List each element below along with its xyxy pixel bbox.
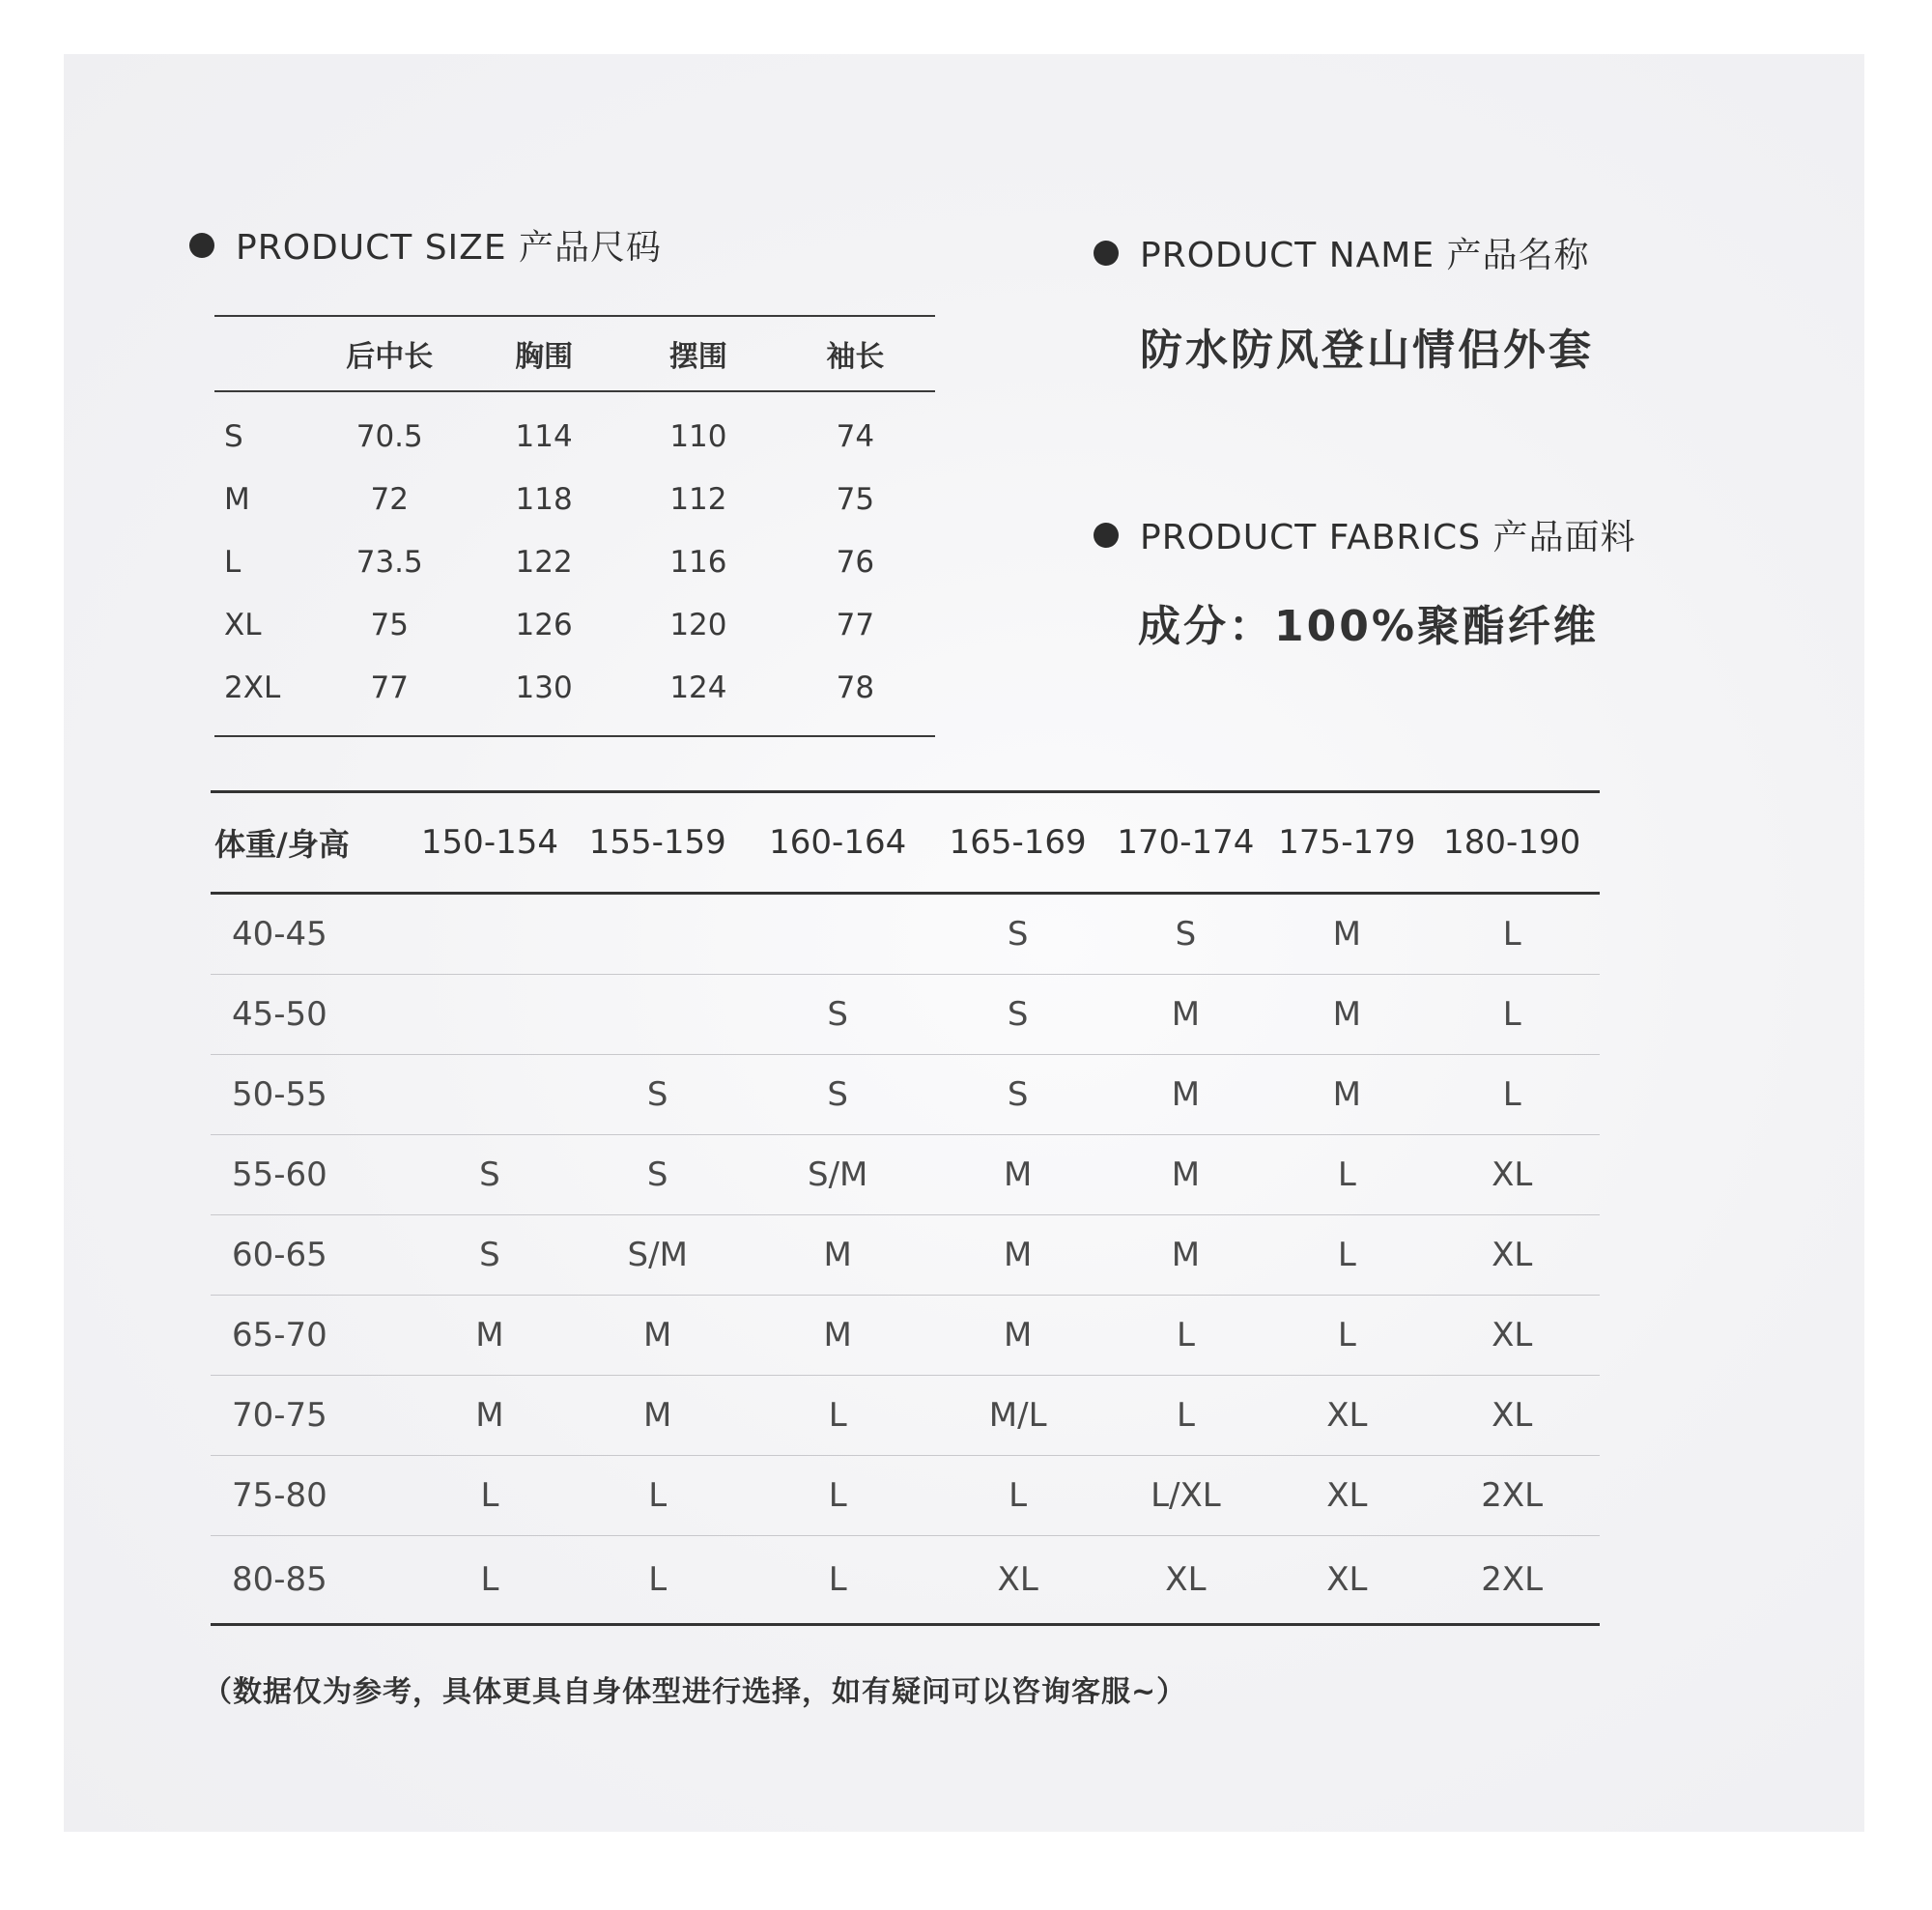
rec-row [211,1135,1600,1215]
rec-size-cell: M [574,1376,742,1456]
size-cell: 116 [669,544,727,580]
rec-size-cell: L [406,1536,574,1625]
size-table-row [214,468,935,530]
rec-size-cell: XL [1269,1536,1424,1625]
size-col-header: 胸围 [467,316,621,391]
rec-size-cell [574,975,742,1055]
size-col-header [214,316,312,391]
rec-size-cell: L [1102,1376,1270,1456]
fabric-section-heading [1094,510,1636,559]
size-cell: 126 [515,607,573,642]
rec-row [211,1376,1600,1456]
rec-size-cell: L [1269,1296,1424,1376]
size-section-heading [189,220,662,270]
size-col-header: 摆围 [621,316,776,391]
rec-size-cell: L [574,1536,742,1625]
rec-size-cell: L/XL [1102,1456,1270,1536]
weight-cell: 45-50 [211,975,406,1055]
rec-size-cell: M [406,1296,574,1376]
rec-row [211,1536,1600,1625]
size-cell: 77 [312,656,467,736]
size-cell: S [224,418,243,454]
size-cell: XL [224,607,262,642]
weight-cell: 70-75 [211,1376,406,1456]
bullet-dot [189,233,214,258]
rec-size-cell: L [742,1456,934,1536]
rec-size-cell: L [934,1456,1102,1536]
rec-size-cell: XL [1269,1376,1424,1456]
rec-size-cell: M [1269,975,1424,1055]
rec-size-cell: S [574,1055,742,1135]
rec-size-cell: L [1102,1296,1270,1376]
size-col-header: 后中长 [312,316,467,391]
rec-size-cell: M [934,1215,1102,1296]
rec-size-cell: S [742,1055,934,1135]
rec-size-cell: M/L [934,1376,1102,1456]
height-header: 180-190 [1424,792,1600,894]
size-cell: 114 [515,418,573,454]
rec-size-cell: M [1102,1215,1270,1296]
rec-size-cell: L [406,1456,574,1536]
bullet-dot [1094,523,1119,548]
size-table-header-row [214,316,935,391]
height-header: 175-179 [1269,792,1424,894]
rec-size-cell [742,894,934,975]
rec-size-cell: S [742,975,934,1055]
weight-cell: 40-45 [211,894,406,975]
bullet-dot [1094,241,1119,266]
size-cell: 124 [621,656,776,736]
footnote: （数据仅为参考，具体更具自身体型进行选择，如有疑问可以咨询客服~） [203,1675,1187,1709]
rec-size-cell: S [406,1135,574,1215]
rec-size-cell: M [406,1376,574,1456]
rec-size-cell: XL [934,1536,1102,1625]
rec-row [211,1055,1600,1135]
rec-size-cell: L [1424,894,1600,975]
height-header: 165-169 [934,792,1102,894]
weight-cell: 55-60 [211,1135,406,1215]
weight-cell: 60-65 [211,1215,406,1296]
size-cell: 122 [515,544,573,580]
rec-size-cell: L [742,1376,934,1456]
product-fabric: 成分：100%聚酯纤维 [1138,602,1599,651]
size-cell: 112 [669,481,727,517]
rec-size-cell: 2XL [1424,1456,1600,1536]
rec-row [211,975,1600,1055]
rec-size-cell [406,894,574,975]
size-cell: 75 [370,607,409,642]
size-table-row [214,656,935,736]
rec-size-cell: M [1269,1055,1424,1135]
size-cell: 76 [836,544,875,580]
size-heading-text: PRODUCT SIZE 产品尺码 [236,228,663,268]
rec-size-cell: L [574,1456,742,1536]
rec-row [211,1296,1600,1376]
rec-size-cell: L [1424,975,1600,1055]
rec-size-cell [406,1055,574,1135]
size-cell: 2XL [214,656,312,736]
height-header: 160-164 [742,792,934,894]
weight-cell: 75-80 [211,1456,406,1536]
height-header: 170-174 [1102,792,1270,894]
rec-size-cell: S [934,1055,1102,1135]
size-cell: 75 [836,481,875,517]
size-table-row [214,391,935,468]
size-recommendation-table [211,790,1600,1626]
rec-size-cell: M [1102,1135,1270,1215]
height-header: 155-159 [574,792,742,894]
rec-size-cell: S [574,1135,742,1215]
size-cell: 77 [836,607,875,642]
rec-size-cell: S [406,1215,574,1296]
name-heading-text: PRODUCT NAME 产品名称 [1140,236,1590,275]
rec-size-cell: M [1102,975,1270,1055]
name-section-heading [1094,228,1590,277]
rec-size-cell: XL [1424,1376,1600,1456]
rec-size-cell: XL [1424,1215,1600,1296]
rec-size-cell: L [742,1536,934,1625]
rec-size-cell: S [1102,894,1270,975]
height-header: 150-154 [406,792,574,894]
size-cell: 73.5 [355,544,423,580]
weight-cell: 80-85 [211,1536,406,1625]
rec-size-cell [574,894,742,975]
weight-height-corner: 体重/身高 [211,792,406,894]
size-cell: 110 [669,418,727,454]
size-cell: 74 [836,418,875,454]
rec-size-cell [406,975,574,1055]
rec-size-cell: M [934,1135,1102,1215]
product-name: 防水防风登山情侣外套 [1140,326,1594,375]
size-cell: 70.5 [355,418,423,454]
rec-size-cell: S [934,975,1102,1055]
rec-size-cell: M [1269,894,1424,975]
rec-size-cell: S/M [742,1135,934,1215]
rec-size-cell: S [934,894,1102,975]
size-cell: 130 [467,656,621,736]
size-table [214,315,935,737]
rec-size-cell: 2XL [1424,1536,1600,1625]
size-table-row [214,530,935,593]
size-cell: 120 [669,607,727,642]
rec-size-cell: XL [1102,1536,1270,1625]
size-cell: 78 [776,656,935,736]
rec-size-cell: M [742,1215,934,1296]
size-cell: 72 [370,481,409,517]
size-cell: M [224,481,250,517]
rec-size-cell: L [1269,1215,1424,1296]
rec-size-cell: M [934,1296,1102,1376]
size-col-header: 袖长 [776,316,935,391]
rec-size-cell: XL [1424,1296,1600,1376]
rec-size-cell: S/M [574,1215,742,1296]
rec-row [211,894,1600,975]
size-table-row [214,593,935,656]
rec-size-cell: L [1269,1135,1424,1215]
weight-cell: 50-55 [211,1055,406,1135]
rec-row [211,1456,1600,1536]
rec-header-row [211,792,1600,894]
rec-size-cell: M [574,1296,742,1376]
rec-size-cell: L [1424,1055,1600,1135]
weight-cell: 65-70 [211,1296,406,1376]
rec-size-cell: M [742,1296,934,1376]
rec-size-cell: XL [1424,1135,1600,1215]
rec-size-cell: XL [1269,1456,1424,1536]
rec-size-cell: M [1102,1055,1270,1135]
size-cell: L [224,544,242,580]
size-cell: 118 [515,481,573,517]
rec-row [211,1215,1600,1296]
fabric-heading-text: PRODUCT FABRICS 产品面料 [1140,518,1636,557]
